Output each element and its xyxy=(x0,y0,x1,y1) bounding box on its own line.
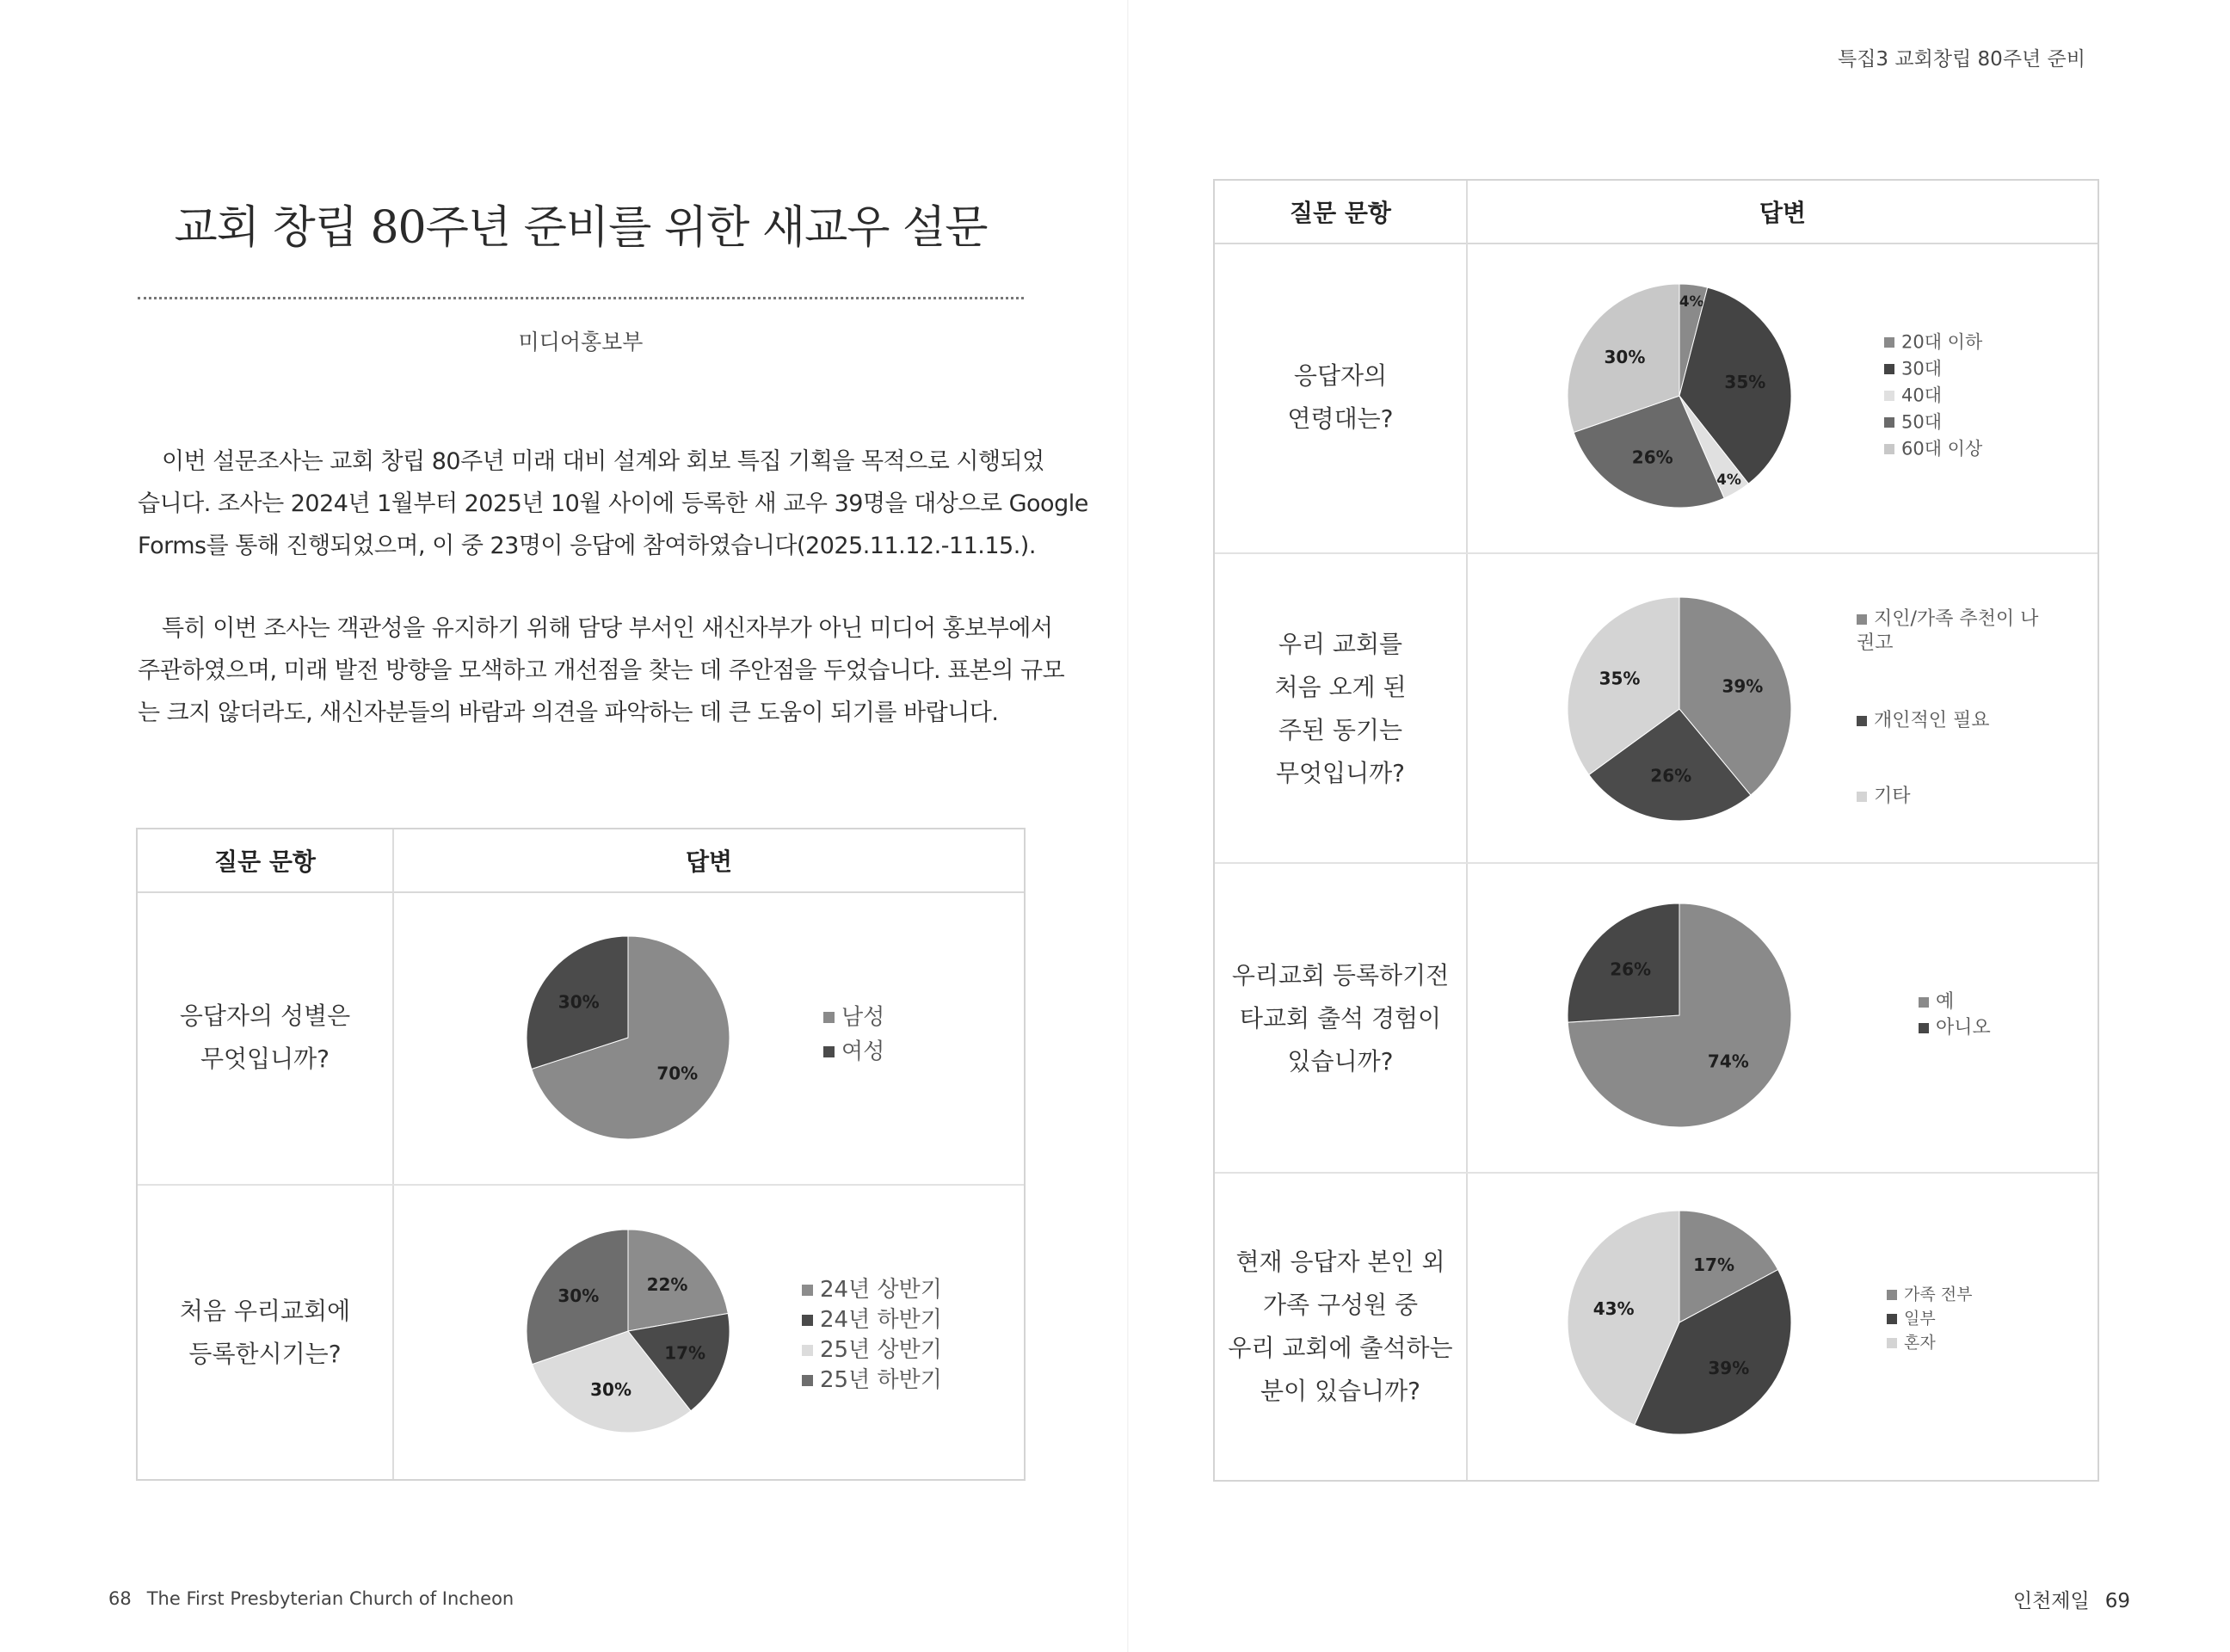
legend-label: 예 xyxy=(1936,991,1955,1013)
pie-chart xyxy=(1562,898,1796,1132)
question-line: 주된 동기는 xyxy=(1278,716,1403,744)
footer-left xyxy=(108,1588,514,1609)
table-header-answer: 답변 xyxy=(1759,199,1807,227)
legend-label: 25년 하반기 xyxy=(820,1367,942,1393)
pie-legend xyxy=(1919,989,1991,1041)
article-title: 교회 창립 80주년 준비를 위한 새교우 설문 xyxy=(174,202,988,254)
question-line: 처음 오게 된 xyxy=(1274,673,1407,701)
table-header-question: 질문 문항 xyxy=(1290,199,1391,227)
legend-item xyxy=(823,1034,884,1069)
paragraph-line: 습니다. 조사는 2024년 1월부터 2025년 10월 사이에 등록한 새 교우 39명을 대상으로 Google xyxy=(138,490,1088,517)
legend-swatch xyxy=(1887,1338,1897,1348)
legend-label: 40대 xyxy=(1901,385,1943,406)
question-line: 무엇입니까? xyxy=(200,1045,330,1073)
legend-swatch xyxy=(1919,1023,1929,1033)
legend-item xyxy=(802,1335,942,1365)
legend-swatch xyxy=(1857,716,1867,726)
table-header-row xyxy=(138,829,1024,893)
legend-item xyxy=(1857,683,2054,759)
legend-item xyxy=(802,1275,942,1305)
legend-swatch xyxy=(1884,391,1894,401)
pie-chart xyxy=(1562,279,1796,513)
paragraph-line: Forms를 통해 진행되었으며, 이 중 23명이 응답에 참여하였습니다(2025.11.12.-11.15.). xyxy=(138,533,1036,559)
pie-data-label: 26% xyxy=(1610,959,1652,980)
legend-item xyxy=(1884,355,1982,382)
pie-data-label: 17% xyxy=(664,1342,706,1364)
question-line: 우리교회 등록하기전 xyxy=(1231,961,1450,989)
pie-data-label: 30% xyxy=(590,1378,631,1400)
legend-item xyxy=(1857,759,2054,835)
footer-right xyxy=(2013,1585,2130,1613)
question-line: 응답자의 성별은 xyxy=(179,1002,351,1030)
legend-label: 아니오 xyxy=(1936,1017,1991,1039)
paragraph-line: 는 크지 않더라도, 새신자분들의 바람과 의견을 파악하는 데 큰 도움이 되기를 바랍니다. xyxy=(138,700,999,726)
legend-item xyxy=(1919,1015,1991,1041)
legend-label: 24년 상반기 xyxy=(820,1277,942,1303)
legend-item xyxy=(1884,435,1982,462)
pie-chart xyxy=(521,1224,735,1438)
legend-swatch xyxy=(1884,337,1894,348)
pie-chart xyxy=(1562,1205,1796,1439)
legend-swatch xyxy=(802,1345,813,1356)
legend-label: 지인/가족 추천이 나 권고 xyxy=(1857,608,2039,654)
legend-swatch xyxy=(823,1012,835,1023)
church-name-english: The First Presbyterian Church of Incheon xyxy=(146,1588,514,1609)
legend-label: 혼자 xyxy=(1904,1333,1936,1353)
pie-data-label: 39% xyxy=(1708,1357,1750,1378)
legend-item xyxy=(1884,409,1982,435)
paragraph-line: 주관하였으며, 미래 발전 방향을 모색하고 개선점을 찾는 데 주안점을 두었습니다. 표본의 규모 xyxy=(138,657,1065,684)
question-line: 타교회 출석 경험이 xyxy=(1239,1004,1442,1032)
paragraph-line: 특히 이번 조사는 객관성을 유지하기 위해 담당 부서인 새신자부가 아닌 미디어 홍보부에서 xyxy=(162,615,1053,642)
legend-label: 남성 xyxy=(841,1004,885,1031)
pie-data-label: 39% xyxy=(1722,675,1764,697)
pie-legend xyxy=(802,1275,942,1396)
legend-item xyxy=(1884,382,1982,409)
legend-swatch xyxy=(1857,614,1867,625)
legend-swatch xyxy=(802,1285,813,1296)
legend-item xyxy=(1887,1282,1972,1306)
paragraph-line: 이번 설문조사는 교회 창립 80주년 미래 대비 설계와 회보 특집 기획을 목적으로 시행되었 xyxy=(162,448,1044,475)
question-cell xyxy=(138,1186,392,1479)
legend-item xyxy=(1857,607,2054,683)
page-number-right: 69 xyxy=(2104,1590,2130,1612)
legend-swatch xyxy=(1887,1290,1897,1300)
pie-data-label: 4% xyxy=(1679,293,1704,311)
question-cell xyxy=(1215,243,1466,552)
pie-data-label: 70% xyxy=(656,1063,699,1084)
intro-paragraph-2 xyxy=(138,607,1065,734)
pie-data-label: 35% xyxy=(1724,372,1766,393)
legend-label: 25년 상반기 xyxy=(820,1337,942,1363)
publication-name: 인천제일 xyxy=(2012,1590,2090,1612)
legend-swatch xyxy=(1884,417,1894,428)
pie-data-label: 26% xyxy=(1650,765,1692,786)
pie-legend xyxy=(1887,1282,1972,1354)
legend-label: 60대 이상 xyxy=(1901,438,1983,459)
pie-data-label: 26% xyxy=(1631,447,1673,468)
legend-label: 일부 xyxy=(1904,1309,1936,1328)
section-label: 특집3 교회창립 80주년 준비 xyxy=(1837,48,2085,71)
question-line: 무엇입니까? xyxy=(1275,759,1406,787)
legend-swatch xyxy=(802,1315,813,1326)
question-line: 있습니까? xyxy=(1287,1047,1394,1076)
question-cell xyxy=(138,891,392,1184)
pie-data-label: 30% xyxy=(558,1285,600,1306)
pie-chart xyxy=(521,931,735,1144)
table-header-question: 질문 문항 xyxy=(214,848,316,876)
pie-data-label: 17% xyxy=(1693,1254,1735,1276)
question-cell xyxy=(1215,864,1466,1174)
intro-paragraph-1 xyxy=(138,441,1088,567)
legend-item xyxy=(802,1365,942,1396)
legend-swatch xyxy=(1884,444,1894,454)
question-line: 분이 있습니까? xyxy=(1260,1377,1421,1405)
pie-legend xyxy=(823,1000,884,1069)
pie-legend xyxy=(1884,329,1982,462)
question-line: 응답자의 xyxy=(1293,361,1388,390)
pie-data-label: 22% xyxy=(646,1273,688,1295)
page-number-left: 68 xyxy=(108,1588,132,1609)
legend-swatch xyxy=(823,1046,835,1057)
legend-label: 가족 전부 xyxy=(1904,1285,1973,1304)
legend-item xyxy=(1884,329,1982,355)
table-header-answer: 답변 xyxy=(685,848,733,876)
legend-swatch xyxy=(1857,792,1867,802)
pie-data-label: 35% xyxy=(1599,668,1641,689)
legend-item xyxy=(1919,989,1991,1015)
legend-item xyxy=(1887,1306,1972,1330)
question-line: 우리 교회를 xyxy=(1278,630,1403,658)
pie-data-label: 4% xyxy=(1716,471,1741,489)
question-cell xyxy=(1215,1174,1466,1480)
legend-item xyxy=(823,1000,884,1034)
pie-chart xyxy=(1562,592,1796,826)
legend-swatch xyxy=(1919,997,1929,1008)
legend-label: 50대 xyxy=(1901,411,1943,433)
question-line: 우리 교회에 출석하는 xyxy=(1228,1334,1453,1362)
table-header-row xyxy=(1215,181,2098,244)
pie-data-label: 30% xyxy=(558,991,600,1013)
legend-label: 기타 xyxy=(1874,786,1911,807)
legend-label: 24년 하반기 xyxy=(820,1307,942,1333)
question-line: 연령대는? xyxy=(1287,404,1394,433)
question-line: 현재 응답자 본인 외 xyxy=(1235,1248,1445,1276)
legend-label: 여성 xyxy=(841,1039,885,1065)
legend-swatch xyxy=(1884,364,1894,374)
legend-label: 개인적인 필요 xyxy=(1874,710,1990,731)
legend-label: 30대 xyxy=(1901,358,1943,379)
question-line: 처음 우리교회에 xyxy=(179,1296,351,1325)
pie-data-label: 30% xyxy=(1604,346,1646,367)
pie-legend xyxy=(1857,607,2054,835)
question-cell xyxy=(1215,554,1466,864)
question-line: 등록한시기는? xyxy=(188,1339,342,1368)
title-divider xyxy=(138,297,1024,299)
pie-data-label: 74% xyxy=(1707,1051,1749,1072)
department-byline: 미디어홍보부 xyxy=(518,330,644,354)
legend-label: 20대 이하 xyxy=(1901,331,1983,353)
question-line: 가족 구성원 중 xyxy=(1262,1291,1419,1319)
legend-item xyxy=(802,1305,942,1335)
page-spread-divider xyxy=(1127,0,1129,1652)
pie-data-label: 43% xyxy=(1592,1298,1635,1320)
legend-swatch xyxy=(1887,1314,1897,1324)
legend-swatch xyxy=(802,1375,813,1386)
legend-item xyxy=(1887,1330,1972,1354)
